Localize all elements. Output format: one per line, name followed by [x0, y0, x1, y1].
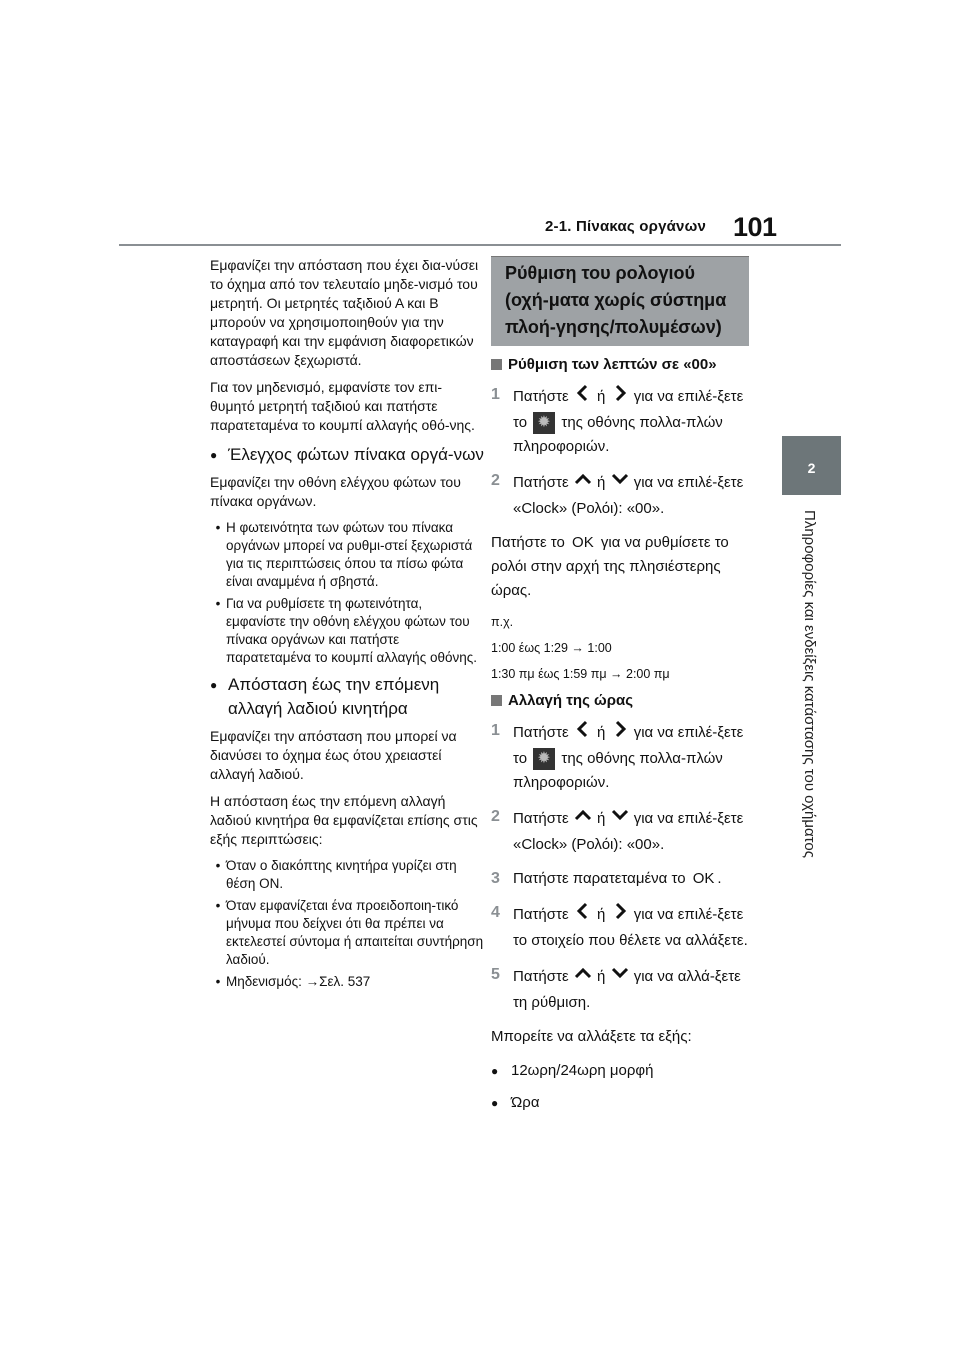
subsection-heading: Ρύθμιση των λεπτών σε «00» — [491, 355, 749, 374]
sub-bullet: • Η φωτεινότητα των φώτων του πίνακα οργάνων μπορεί να ρυθμι-στεί ξεχωριστά για τις περιπτώσεις όπου τα πίσω φώτα είναι αναμμένα ή σβηστά. — [210, 519, 485, 591]
example-label: π.χ. — [491, 615, 514, 629]
square-bullet-icon — [491, 359, 502, 370]
sub-bullet: • Για να ρυθμίσετε τη φωτεινότητα, εμφανίστε την οθόνη ελέγχου φώτων του πίνακα οργάνων και πατήστε παρατεταμένα το κουμπί αλλαγής οθόνης. — [210, 595, 485, 667]
bullet-text: Απόσταση έως την επόμενη αλλαγή λαδιού κινητήρα — [228, 675, 440, 718]
example-line: 1:00 έως 1:29 → 1:00 — [491, 641, 612, 655]
chevron-up-icon — [573, 805, 593, 833]
sub-bullet: • Μηδενισμός: →Σελ. 537 — [215, 974, 371, 989]
step: 1 Πατήστε ή για να επιλέ-ξετε το ✹ της οθόνης πολλα-πλών πληροφοριών. — [491, 383, 749, 459]
step: 2 Πατήστε ή για να επιλέ-ξετε «Clock» (Ρολόι): «00». — [491, 805, 749, 857]
paragraph: Μπορείτε να αλλάξετε τα εξής: — [491, 1028, 692, 1045]
square-bullet-icon — [491, 695, 502, 706]
paragraph: Πατήστε το OK για να ρυθμίσετε το ρολόι στην αρχή της πλησιέστερης ώρας. — [491, 534, 729, 599]
chevron-right-icon — [610, 719, 630, 747]
step: 2 Πατήστε ή για να επιλέ-ξετε «Clock» (Ρολόι): «00». — [491, 469, 749, 521]
header-rule — [119, 244, 841, 246]
sub-bullet: • Όταν εμφανίζεται ένα προειδοποιη-τικό μήνυμα που δείχνει ότι θα πρέπει να εκτελεστεί σύντομα ή απαιτείται συντήρηση λαδιού. — [215, 898, 484, 967]
sub-bullet-text: Για να ρυθμίσετε τη φωτεινότητα, εμφανίστε την οθόνη ελέγχου φώτων του πίνακα οργάνων και πατήστε παρατεταμένα το κουμπί αλλαγής οθόνης. — [226, 596, 477, 665]
chevron-left-icon — [573, 383, 593, 411]
bullet-text: Έλεγχος φώτων πίνακα οργά-νων — [228, 445, 484, 464]
section-title: Ρύθμιση του ρολογιού (οχή-ματα χωρίς σύστημα πλοή-γησης/πολυμέσων) — [491, 256, 749, 346]
chevron-up-icon — [573, 963, 593, 991]
chevron-down-icon — [610, 963, 630, 991]
bullet-dot-icon: ● — [210, 448, 218, 462]
paragraph: Εμφανίζει την απόσταση που μπορεί να διανύσει το όχημα έως ότου χρειαστεί αλλαγή λαδιού. — [210, 728, 457, 782]
section-header: 2-1. Πίνακας οργάνων — [545, 218, 706, 235]
sub-bullet-text: Η φωτεινότητα των φώτων του πίνακα οργάνων μπορεί να ρυθμι-στεί ξεχωριστά για τις περιπτώσεις όπου τα πίσω φώτα είναι αναμμένα ή σβηστά. — [226, 520, 473, 589]
chevron-down-icon — [610, 805, 630, 833]
subsection-heading: Αλλαγή της ώρας — [491, 691, 749, 710]
settings-gear-icon — [533, 748, 555, 770]
step: 1 Πατήστε ή για να επιλέ-ξετε το ✹ της οθόνης πολλα-πλών πληροφοριών. — [491, 719, 749, 795]
bullet-heading — [210, 673, 485, 721]
step: 4 Πατήστε ή για να επιλέ-ξετε το στοιχείο που θέλετε να αλλάξετε. — [491, 901, 749, 953]
chevron-left-icon — [573, 901, 593, 929]
paragraph: Εμφανίζει την απόσταση που έχει δια-νύσει το όχημα από τον τελευταίο μηδε-νισμό του μετρητή. Οι μετρητές ταξιδιού Α και Β μπορούν να χρησιμοποιηθούν για την καταγραφή και την εμφάνιση διαφορετικών αποστάσεων ξεχωριστά. — [210, 257, 479, 368]
chevron-right-icon — [610, 901, 630, 929]
bullet-dot-icon: ● — [491, 1064, 499, 1078]
left-column — [210, 256, 485, 995]
sub-bullet-text: Όταν ο διακόπτης κινητήρα γυρίζει στη θέση ON. — [226, 858, 457, 891]
ok-button-symbol: OK — [572, 534, 594, 551]
settings-gear-icon — [533, 412, 555, 434]
sub-bullet-text: Μηδενισμός: →Σελ. 537 — [226, 974, 371, 989]
sub-bullet-text: Όταν εμφανίζεται ένα προειδοποιη-τικό μήνυμα που δείχνει ότι θα πρέπει να εκτελεστεί σύντομα ή απαιτείται συντήρηση λαδιού. — [226, 898, 484, 967]
bullet-dot-icon: ● — [210, 678, 218, 692]
step: 3 Πατήστε παρατεταμένα το OK . — [491, 870, 722, 887]
right-column — [491, 256, 749, 1123]
chapter-tab: 2 — [782, 436, 841, 495]
chapter-side-title-text: Πληροφορίες και ενδείξεις κατάστασης του οχήματος — [801, 510, 818, 858]
example-line: 1:30 πμ έως 1:59 πμ → 2:00 πμ — [491, 667, 670, 681]
bullet-item: ● 12ωρη/24ωρη μορφή — [491, 1059, 749, 1083]
step: 5 Πατήστε ή για να αλλά-ξετε τη ρύθμιση. — [491, 963, 749, 1015]
paragraph: Εμφανίζει την οθόνη ελέγχου φώτων του πίνακα οργάνων. — [210, 474, 461, 509]
bullet-heading — [210, 443, 485, 467]
paragraph: Για τον μηδενισμό, εμφανίστε τον επι-θυμητό μετρητή ταξιδιού και πατήστε παρατεταμένα το κουμπί αλλαγής οθό-νης. — [210, 379, 475, 433]
bullet-dot-icon: ● — [491, 1096, 499, 1110]
bullet-item: ● Ώρα — [491, 1091, 749, 1115]
chevron-left-icon — [573, 719, 593, 747]
page-number: 101 — [733, 212, 777, 242]
paragraph: Η απόσταση έως την επόμενη αλλαγή λαδιού κινητήρα θα εμφανίζεται επίσης στις εξής περιπτώσεις: — [210, 793, 478, 847]
chevron-down-icon — [610, 469, 630, 497]
chapter-side-title — [794, 510, 818, 860]
chevron-up-icon — [573, 469, 593, 497]
chevron-right-icon — [610, 383, 630, 411]
sub-bullet: • Όταν ο διακόπτης κινητήρα γυρίζει στη θέση ON. — [210, 857, 485, 893]
ok-button-symbol: OK — [692, 870, 715, 887]
